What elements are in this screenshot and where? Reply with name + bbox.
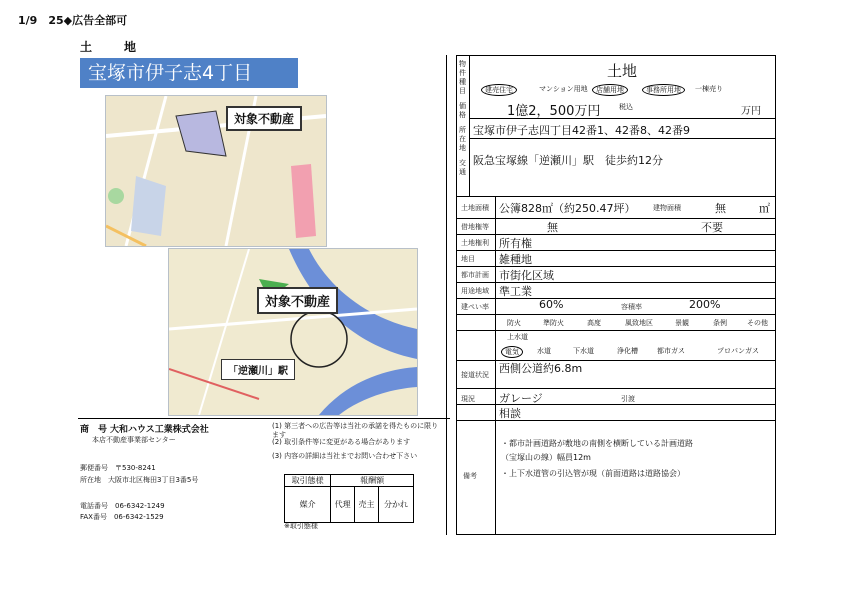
- company-sub: 本店不動産事業部センター: [92, 436, 176, 444]
- target-label: 対象不動産: [257, 287, 338, 314]
- table-cell: 媒介: [285, 487, 331, 523]
- table-cell: 分かれ: [378, 487, 413, 523]
- facility-option: 電気: [501, 346, 523, 358]
- building-area-label: 建物面積: [653, 204, 681, 212]
- restriction: 条例: [713, 319, 727, 327]
- remark-line: ・都市計画道路が敷地の南側を横断している計画道路: [501, 439, 693, 448]
- road-value: 西側公道約6.8m: [499, 362, 583, 375]
- status-value: ガレージ: [499, 392, 543, 405]
- row-label: 地目: [461, 255, 475, 263]
- company-line-2: 所在地 大阪市北区梅田3丁目3番5号: [80, 476, 199, 484]
- area-map-top: [105, 95, 327, 247]
- property-sheet: [456, 55, 776, 535]
- side-labels: 物 件 種 目 価 格 所 在 地 交 通: [459, 60, 466, 176]
- far-value: 200%: [689, 298, 721, 311]
- building-area: 無: [715, 202, 726, 215]
- option-4: 事務所用地: [642, 84, 685, 96]
- facility-option: プロパンガス: [717, 347, 759, 355]
- address: 宝塚市伊子志四丁目42番1、42番8、42番9: [473, 124, 690, 137]
- header-line: 1/9 25◆広告全部可: [18, 14, 128, 27]
- building-area-unit: ㎡: [759, 202, 770, 215]
- delivery-label: 引渡: [621, 395, 635, 403]
- restriction: 準防火: [543, 319, 564, 327]
- land-area-label: 土地面積: [461, 204, 489, 212]
- table-cell: 代理: [331, 487, 355, 523]
- table-head: 報酬額: [331, 475, 414, 487]
- row-value: 市街化区域: [499, 269, 554, 282]
- header-char2: 地: [124, 40, 139, 54]
- row-label: 用途地域: [461, 287, 489, 295]
- header-type: [80, 38, 138, 55]
- remark-line: （宝塚山の線）幅員12m: [501, 453, 591, 462]
- facility-option: 下水道: [573, 347, 594, 355]
- map-graphic: [169, 249, 417, 415]
- table-footnote: ※取引態様: [284, 522, 318, 530]
- bcr-value: 60%: [539, 298, 564, 311]
- option-3: 店舗用地: [592, 84, 628, 96]
- facility-top: 上水道: [507, 333, 528, 341]
- page-title: 宝塚市伊子志4丁目: [80, 58, 298, 88]
- company-note-1: (1) 第三者への広告等は当社の承諾を得たものに限ります: [272, 422, 439, 439]
- table-cell: 売主: [355, 487, 379, 523]
- option-2: マンション用地: [539, 85, 588, 93]
- road-label: 接道状況: [461, 371, 489, 379]
- company-line-4: FAX番号 06-6342-1529: [80, 513, 164, 521]
- option-5: 一棟売り: [695, 85, 723, 93]
- facility-option: 水道: [537, 347, 551, 355]
- restriction: 高度: [587, 319, 601, 327]
- row-value: 準工業: [499, 285, 532, 298]
- company-name: 大和ハウス工業株式会社: [110, 425, 209, 435]
- facility-option: 浄化槽: [617, 347, 638, 355]
- restriction: 景観: [675, 319, 689, 327]
- row-value: 不要: [701, 221, 723, 234]
- table-head: 取引態様: [285, 475, 331, 487]
- access: 阪急宝塚線「逆瀬川」駅 徒歩約12分: [473, 154, 663, 167]
- land-area: 公簿828㎡（約250.47坪）: [499, 202, 636, 215]
- price-sub: 税込: [619, 103, 633, 111]
- delivery-value: 相談: [499, 407, 521, 420]
- property-type: 土地: [607, 62, 638, 80]
- area-map-bottom: [168, 248, 418, 416]
- company-prefix: 商 号: [80, 425, 108, 435]
- company-line-1: 郵便番号 〒530-8241: [80, 464, 156, 472]
- remarks-label: 備考: [463, 472, 477, 480]
- company-line-3: 電話番号 06-6342-1249: [80, 502, 165, 510]
- transaction-table: [284, 474, 414, 523]
- row-value: 無: [547, 221, 558, 234]
- row-label: 土地権利: [461, 239, 489, 247]
- restriction: 防火: [507, 319, 521, 327]
- remark-line: ・上下水道管の引込管が現（前面道路は道路協会）: [501, 469, 685, 478]
- restriction: その他: [747, 319, 768, 327]
- option-1: 建売住宅: [481, 84, 517, 96]
- company-note-3: (3) 内容の詳細は当社までお問い合わせ下さい: [272, 452, 418, 460]
- price-extra: 万円: [741, 106, 761, 117]
- restriction: 風致地区: [625, 319, 653, 327]
- status-label: 現況: [461, 395, 475, 403]
- price: 1億2，500万円: [507, 104, 601, 119]
- row-value: 所有権: [499, 237, 532, 250]
- row-label: 借地権等: [461, 223, 489, 231]
- target-label: 対象不動産: [226, 106, 302, 131]
- row-label: 都市計画: [461, 271, 489, 279]
- row-value: 雑種地: [499, 253, 532, 266]
- station-label: 「逆瀬川」駅: [221, 359, 295, 380]
- bcr-label: 建ぺい率: [461, 303, 489, 311]
- far-label: 容積率: [621, 303, 642, 311]
- company-note-2: (2) 取引条件等に変更がある場合があります: [272, 438, 411, 446]
- facility-option: 都市ガス: [657, 347, 685, 355]
- header-char1: 土: [80, 40, 95, 54]
